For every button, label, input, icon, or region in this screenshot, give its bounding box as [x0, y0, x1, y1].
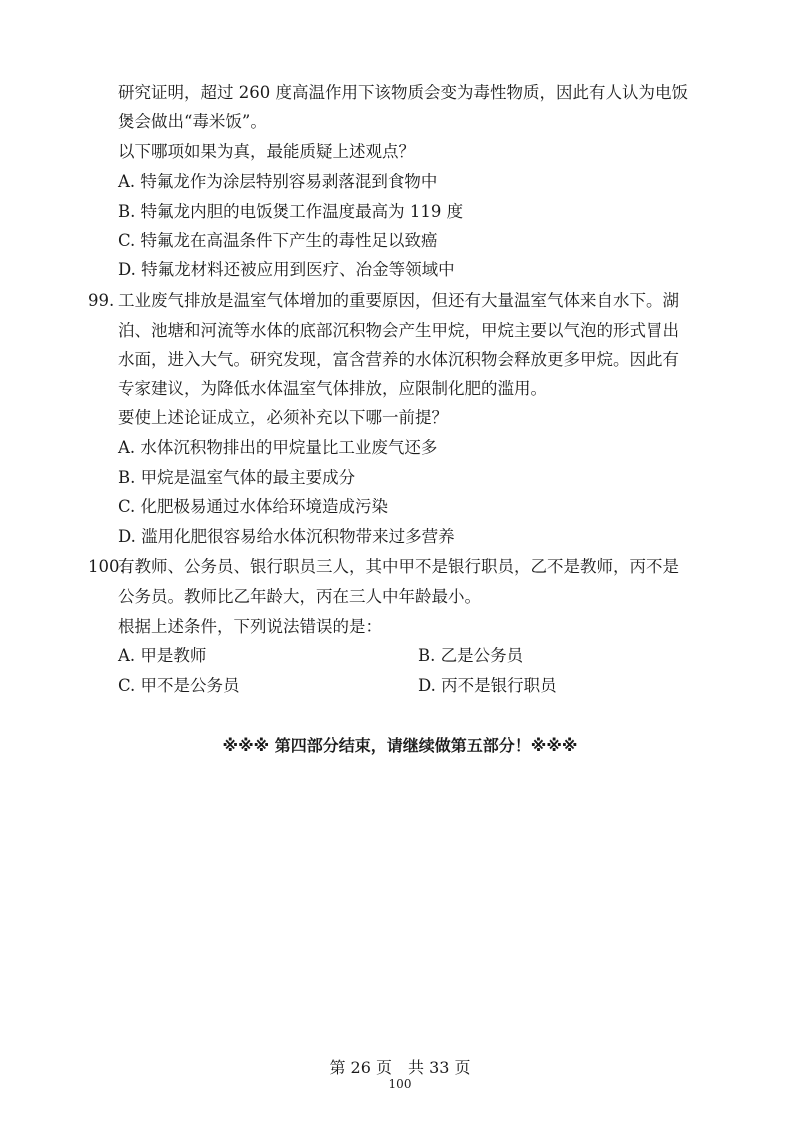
q98-option-c: C. 特氟龙在高温条件下产生的毒性足以致癌	[118, 231, 438, 250]
q100-option-a: A. 甲是教师	[118, 646, 207, 665]
page-number-label: 第 26 页 共 33 页	[329, 1058, 471, 1077]
q98-option-b: B. 特氟龙内胆的电饭煲工作温度最高为 119 度	[118, 202, 464, 221]
q100-option-d: D. 丙不是银行职员	[418, 676, 557, 695]
q100-stem-line-1: 有教师、公务员、银行职员三人，其中甲不是银行职员，乙不是教师，丙不是	[118, 557, 679, 576]
q98-question: 以下哪项如果为真，最能质疑上述观点？	[118, 142, 415, 161]
q99-stem-line-1: 工业废气排放是温室气体增加的重要原因，但还有大量温室气体来自水下。湖	[118, 291, 679, 310]
q99-stem-line-4: 专家建议，为降低水体温室气体排放，应限制化肥的滥用。	[118, 379, 547, 398]
q99-option-c: C. 化肥极易通过水体给环境造成污染	[118, 497, 389, 516]
q100-option-c: C. 甲不是公务员	[118, 676, 240, 695]
q98-continuation-line-2: 煲会做出“毒米饭”。	[118, 112, 267, 131]
q99-stem-line-3: 水面，进入大气。研究发现，富含营养的水体沉积物会释放更多甲烷。因此有	[118, 350, 679, 369]
q98-continuation-line-1: 研究证明，超过 260 度高温作用下该物质会变为毒性物质，因此有人认为电饭	[118, 83, 688, 102]
q98-option-a: A. 特氟龙作为涂层特别容易剥落混到食物中	[118, 172, 438, 191]
section-end-notice: ※※※ 第四部分结束，请继续做第五部分！※※※	[222, 736, 578, 755]
q99-option-b: B. 甲烷是温室气体的最主要成分	[118, 468, 356, 487]
q99-option-a: A. 水体沉积物排出的甲烷量比工业废气还多	[118, 438, 438, 457]
q99-question: 要使上述论证成立，必须补充以下哪一前提？	[118, 408, 448, 427]
q100-number: 100.	[88, 557, 125, 576]
q100-option-b: B. 乙是公务员	[418, 646, 524, 665]
q100-stem-line-2: 公务员。教师比乙年龄大，丙在三人中年龄最小。	[118, 587, 481, 606]
q100-question: 根据上述条件，下列说法错误的是：	[118, 617, 382, 636]
q99-option-d: D. 滥用化肥很容易给水体沉积物带来过多营养	[118, 527, 455, 546]
q98-option-d: D. 特氟龙材料还被应用到医疗、冶金等领域中	[118, 260, 455, 279]
q99-number: 99.	[88, 291, 115, 310]
q99-stem-line-2: 泊、池塘和河流等水体的底部沉积物会产生甲烷，甲烷主要以气泡的形式冒出	[118, 321, 679, 340]
page-code: 100	[388, 1077, 412, 1091]
